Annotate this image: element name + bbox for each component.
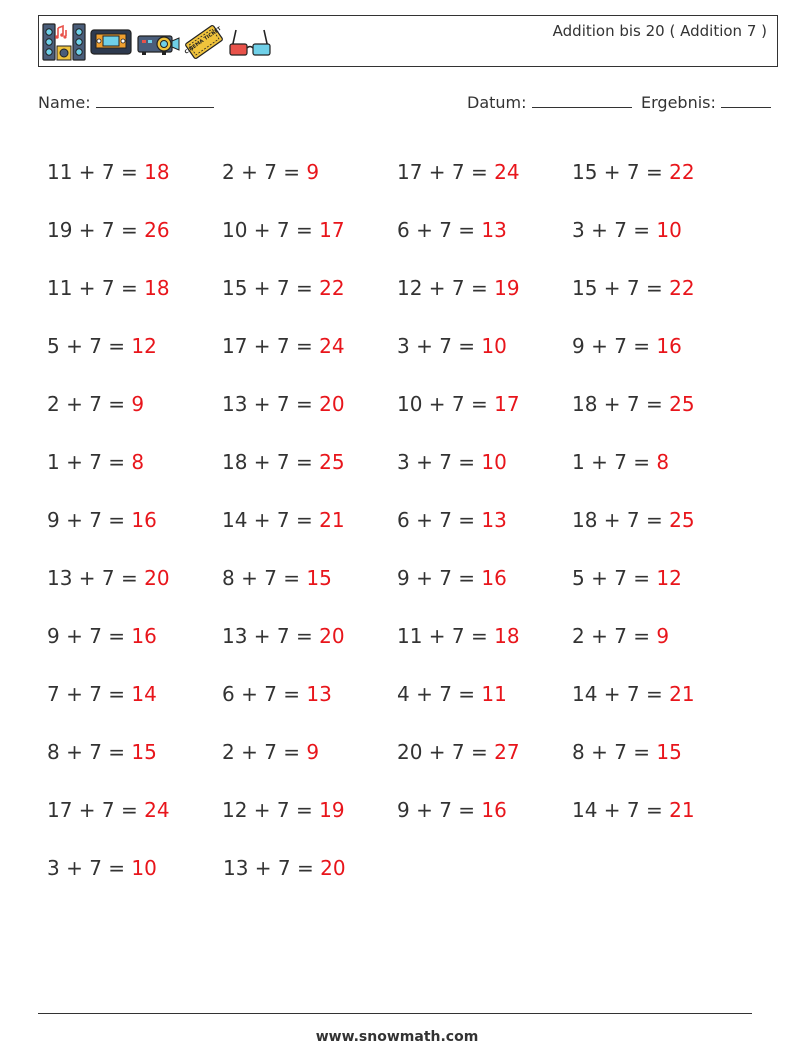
problem-question: 3 + 7 =	[47, 856, 126, 880]
problem-item	[222, 392, 397, 416]
problem-answer: 9	[306, 160, 320, 184]
problem-row	[47, 723, 747, 781]
problem-item	[397, 624, 572, 648]
problem-question: 20 + 7 =	[397, 740, 488, 764]
problem-answer: 15	[656, 740, 682, 764]
problem-item	[47, 624, 222, 648]
problem-question: 17 + 7 =	[222, 334, 313, 358]
date-label: Datum:	[467, 93, 527, 112]
problem-item	[397, 218, 572, 242]
problem-answer: 17	[319, 218, 345, 242]
problem-item	[397, 798, 572, 822]
problem-question: 2 + 7 =	[222, 160, 301, 184]
videotape-icon	[90, 28, 132, 56]
problem-question: 17 + 7 =	[47, 798, 138, 822]
problem-grid	[47, 143, 747, 897]
problem-question: 7 + 7 =	[47, 682, 126, 706]
problem-answer: 26	[144, 218, 170, 242]
problem-answer: 27	[494, 740, 520, 764]
problem-answer: 11	[481, 682, 507, 706]
problem-item	[572, 682, 747, 706]
problem-item	[222, 160, 397, 184]
header-icons	[42, 21, 272, 63]
problem-item	[397, 276, 572, 300]
problem-question: 11 + 7 =	[397, 624, 488, 648]
problem-answer: 20	[319, 392, 345, 416]
problem-item	[47, 160, 222, 184]
problem-question: 18 + 7 =	[572, 392, 663, 416]
name-field	[38, 93, 214, 112]
footer-divider	[38, 1013, 752, 1014]
problem-row	[47, 607, 747, 665]
problem-item	[222, 566, 397, 590]
problem-row	[47, 781, 747, 839]
problem-item	[572, 798, 747, 822]
result-label: Ergebnis:	[641, 93, 716, 112]
problem-item	[47, 218, 222, 242]
problem-question: 9 + 7 =	[397, 798, 476, 822]
problem-answer: 20	[144, 566, 170, 590]
problem-answer: 9	[131, 392, 145, 416]
problem-question: 3 + 7 =	[572, 218, 651, 242]
problem-question: 15 + 7 =	[572, 160, 663, 184]
problem-question: 6 + 7 =	[397, 218, 476, 242]
problem-answer: 25	[669, 508, 695, 532]
3d-glasses-icon	[228, 26, 272, 58]
problem-question: 9 + 7 =	[47, 624, 126, 648]
problem-question: 14 + 7 =	[222, 508, 313, 532]
date-blank-line[interactable]	[532, 93, 632, 108]
problem-question: 10 + 7 =	[222, 218, 313, 242]
problem-row	[47, 433, 747, 491]
problem-question: 14 + 7 =	[572, 682, 663, 706]
problem-item	[572, 450, 747, 474]
problem-item	[222, 740, 397, 764]
problem-item	[572, 740, 747, 764]
worksheet-title: Addition bis 20 ( Addition 7 )	[552, 22, 767, 40]
problem-answer: 25	[319, 450, 345, 474]
projector-icon	[136, 28, 180, 56]
problem-answer: 19	[494, 276, 520, 300]
problem-question: 13 + 7 =	[222, 624, 313, 648]
problem-item	[222, 334, 397, 358]
problem-answer: 16	[481, 566, 507, 590]
problem-answer: 13	[306, 682, 332, 706]
problem-answer: 8	[656, 450, 670, 474]
problem-answer: 15	[306, 566, 332, 590]
problem-question: 6 + 7 =	[222, 682, 301, 706]
problem-question: 12 + 7 =	[222, 798, 313, 822]
problem-question: 8 + 7 =	[47, 740, 126, 764]
problem-row	[47, 839, 747, 897]
problem-question: 2 + 7 =	[572, 624, 651, 648]
problem-answer: 22	[319, 276, 345, 300]
problem-question: 11 + 7 =	[47, 276, 138, 300]
problem-item	[397, 160, 572, 184]
problem-item	[47, 392, 222, 416]
problem-item	[222, 276, 397, 300]
problem-row	[47, 549, 747, 607]
problem-item	[572, 392, 747, 416]
name-label: Name:	[38, 93, 91, 112]
problem-answer: 19	[319, 798, 345, 822]
problem-question: 18 + 7 =	[222, 450, 313, 474]
problem-item	[572, 508, 747, 532]
problem-answer: 18	[494, 624, 520, 648]
svg-text:CINEMA TICKET: CINEMA TICKET	[184, 25, 223, 56]
problem-item	[47, 450, 222, 474]
problem-item	[572, 218, 747, 242]
problem-question: 8 + 7 =	[222, 566, 301, 590]
problem-item	[222, 624, 397, 648]
problem-question: 19 + 7 =	[47, 218, 138, 242]
problem-answer: 13	[481, 218, 507, 242]
problem-item	[572, 276, 747, 300]
name-blank-line[interactable]	[96, 93, 214, 108]
problem-item	[222, 508, 397, 532]
problem-question: 1 + 7 =	[47, 450, 126, 474]
problem-question: 12 + 7 =	[397, 276, 488, 300]
problem-answer: 16	[131, 508, 157, 532]
date-field	[467, 93, 632, 112]
problem-item	[47, 334, 222, 358]
cinema-ticket-icon	[184, 22, 224, 62]
problem-question: 4 + 7 =	[397, 682, 476, 706]
problem-question: 9 + 7 =	[572, 334, 651, 358]
problem-row	[47, 259, 747, 317]
problem-row	[47, 317, 747, 375]
header-box	[38, 15, 778, 67]
problem-answer: 24	[144, 798, 170, 822]
problem-item	[572, 566, 747, 590]
problem-item	[397, 740, 572, 764]
problem-question: 2 + 7 =	[47, 392, 126, 416]
problem-item	[397, 392, 572, 416]
problem-answer: 18	[144, 276, 170, 300]
problem-answer: 8	[131, 450, 145, 474]
problem-item	[222, 218, 397, 242]
problem-question: 18 + 7 =	[572, 508, 663, 532]
problem-answer: 10	[131, 856, 157, 880]
problem-answer: 18	[144, 160, 170, 184]
problem-item	[572, 624, 747, 648]
problem-answer: 16	[481, 798, 507, 822]
problem-item	[47, 856, 223, 880]
problem-item	[47, 276, 222, 300]
problem-answer: 25	[669, 392, 695, 416]
problem-question: 17 + 7 =	[397, 160, 488, 184]
problem-question: 2 + 7 =	[222, 740, 301, 764]
problem-answer: 12	[131, 334, 157, 358]
problem-answer: 21	[319, 508, 345, 532]
problem-question: 8 + 7 =	[572, 740, 651, 764]
problem-answer: 16	[131, 624, 157, 648]
problem-answer: 16	[656, 334, 682, 358]
problem-item	[47, 740, 222, 764]
problem-question: 9 + 7 =	[47, 508, 126, 532]
problem-question: 13 + 7 =	[47, 566, 138, 590]
problem-answer: 12	[656, 566, 682, 590]
problem-question: 13 + 7 =	[222, 392, 313, 416]
problem-question: 3 + 7 =	[397, 334, 476, 358]
problem-answer: 20	[319, 624, 345, 648]
problem-item	[397, 450, 572, 474]
problem-answer: 15	[131, 740, 157, 764]
problem-item	[47, 508, 222, 532]
problem-answer: 24	[494, 160, 520, 184]
problem-question: 5 + 7 =	[572, 566, 651, 590]
problem-answer: 9	[306, 740, 320, 764]
problem-answer: 13	[481, 508, 507, 532]
problem-question: 3 + 7 =	[397, 450, 476, 474]
problem-item	[47, 798, 222, 822]
problem-answer: 22	[669, 160, 695, 184]
problem-item	[222, 682, 397, 706]
problem-question: 15 + 7 =	[572, 276, 663, 300]
footer-url: www.snowmath.com	[315, 1029, 479, 1045]
problem-question: 10 + 7 =	[397, 392, 488, 416]
problem-item	[397, 334, 572, 358]
speakers-icon	[42, 22, 86, 62]
problem-answer: 10	[481, 334, 507, 358]
problem-row	[47, 143, 747, 201]
problem-answer: 10	[656, 218, 682, 242]
problem-item	[572, 160, 747, 184]
problem-item	[397, 682, 572, 706]
result-blank-line[interactable]	[721, 93, 771, 108]
problem-answer: 21	[669, 798, 695, 822]
result-field	[641, 93, 771, 112]
problem-item	[572, 334, 747, 358]
problem-question: 5 + 7 =	[47, 334, 126, 358]
problem-row	[47, 665, 747, 723]
problem-question: 1 + 7 =	[572, 450, 651, 474]
problem-question: 15 + 7 =	[222, 276, 313, 300]
problem-item	[222, 450, 397, 474]
problem-item	[397, 508, 572, 532]
problem-answer: 17	[494, 392, 520, 416]
problem-answer: 9	[656, 624, 670, 648]
problem-item	[47, 682, 222, 706]
problem-row	[47, 201, 747, 259]
problem-question: 14 + 7 =	[572, 798, 663, 822]
problem-item	[47, 566, 222, 590]
problem-row	[47, 375, 747, 433]
problem-answer: 21	[669, 682, 695, 706]
problem-item	[223, 856, 399, 880]
problem-answer: 14	[131, 682, 157, 706]
problem-question: 13 + 7 =	[223, 856, 314, 880]
problem-answer: 24	[319, 334, 345, 358]
problem-answer: 10	[481, 450, 507, 474]
problem-question: 11 + 7 =	[47, 160, 138, 184]
problem-item	[397, 566, 572, 590]
problem-question: 6 + 7 =	[397, 508, 476, 532]
problem-question: 9 + 7 =	[397, 566, 476, 590]
problem-answer: 22	[669, 276, 695, 300]
problem-item	[222, 798, 397, 822]
problem-row	[47, 491, 747, 549]
problem-answer: 20	[320, 856, 346, 880]
